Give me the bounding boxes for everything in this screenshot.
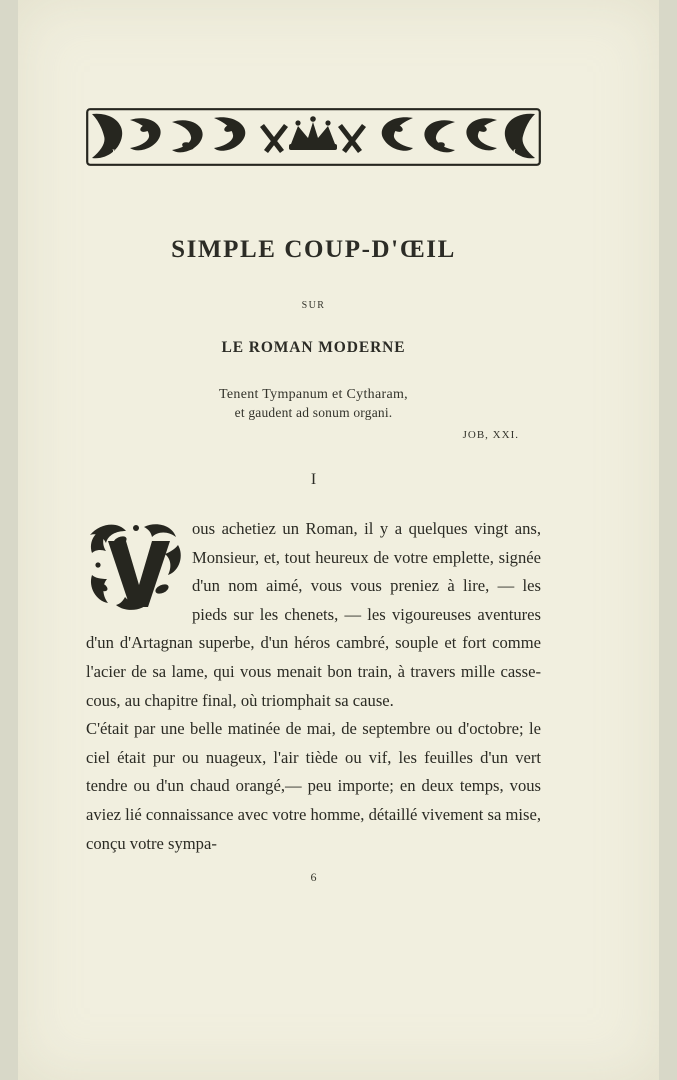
first-paragraph-block	[86, 515, 541, 715]
ornament-right-initial: M	[508, 148, 517, 158]
sur-label: SUR	[301, 300, 326, 311]
body-text	[86, 515, 541, 858]
page-title: SIMPLE COUP-D'ŒIL	[171, 236, 456, 263]
epigraph-line-2: et gaudent ad sonum organi.	[234, 405, 393, 420]
page-number: 6	[310, 870, 317, 885]
page-subtitle: LE ROMAN MODERNE	[221, 339, 406, 356]
epigraph	[86, 387, 541, 441]
section-number: I	[310, 471, 317, 488]
ornamental-headpiece	[86, 108, 541, 166]
book-page	[18, 0, 659, 1080]
epigraph-line-1: Tenent Tympanum et Cytharam,	[219, 387, 408, 402]
epigraph-source: JOB, XXI.	[462, 429, 519, 441]
paragraph: C'était par une belle matinée de mai, de septembre ou d'octobre; le ciel était pur ou nuageux, l'air tiède ou vif, les feuilles d'un vert tendre ou d'un chaud orangé,— peu importe; en deux temps, vous aviez lié connaissance avec votre homme, détaillé vivement sa mise, conçu votre sympa-	[86, 719, 541, 853]
paragraph: ous achetiez un Roman, il y a quelques vingt ans, Monsieur, et, tout heureux de votre emplette, signée d'un nom aimé, vous vous preniez à lire, — les pieds sur les chenets, — les vigoureuses aventures d'un d'Artagnan superbe, d'un héros cambré, souple et fort comme l'acier de sa lame, qui vous menait bon train, à travers mille casse-cous, au chapitre final, où triomphait sa cause.	[86, 519, 541, 710]
dropcap-initial-v	[86, 519, 186, 615]
ornament-left-initial: L	[112, 148, 118, 158]
page-content-column	[86, 0, 541, 1080]
